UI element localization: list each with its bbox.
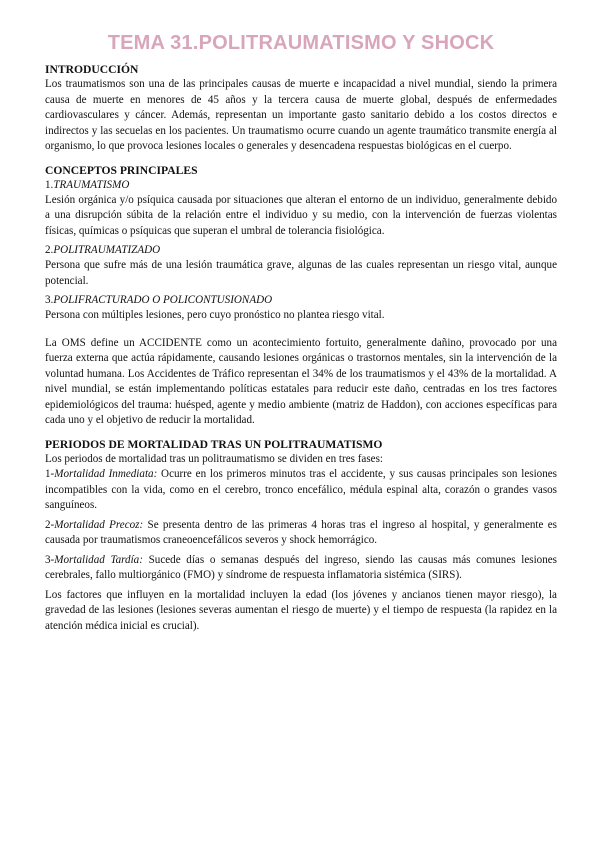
mortality-factors-paragraph: Los factores que influyen en la mortalidad incluyen la edad (los jóvenes y ancianos tienen mayor riesgo), la gravedad de las lesiones (lesiones severas aumentan el riesgo de muerte) y el tiempo de respuesta (la rapidez en la atención médica inicial es crucial). xyxy=(45,588,557,632)
concept-term-line xyxy=(45,293,557,308)
concept-item xyxy=(45,178,557,240)
phase-term: Mortalidad Precoz: xyxy=(54,518,144,531)
mortality-periods-section xyxy=(45,437,557,635)
concept-term: POLIFRACTURADO O POLICONTUSIONADO xyxy=(53,294,273,306)
mortality-periods-intro: Los periodos de mortalidad tras un politraumatismo se dividen en tres fases: xyxy=(45,452,383,465)
concept-item xyxy=(45,243,557,289)
mortality-phase-item xyxy=(45,518,557,549)
concept-term-line xyxy=(45,178,557,193)
concept-term: POLITRAUMATIZADO xyxy=(53,244,161,256)
concept-number: 3. xyxy=(45,294,54,306)
phase-number: 1- xyxy=(45,468,55,480)
phase-number: 3- xyxy=(45,553,55,566)
concept-definition: Persona que sufre más de una lesión traumática grave, algunas de las cuales representan un riesgo vital, aunque potencial. xyxy=(45,259,557,287)
concept-number: 2. xyxy=(45,244,54,256)
phase-term: Mortalidad Inmediata: xyxy=(54,468,158,480)
concepts-section xyxy=(45,163,557,429)
concept-term-line xyxy=(45,243,557,258)
phase-description: Sucede días o semanas después del ingreso, siendo las causas más comunes lesiones cerebrales, fallo multiorgánico (FMO) y síndrome de respuesta inflamatoria sistémica (SIRS). xyxy=(45,553,557,581)
oms-accident-paragraph: La OMS define un ACCIDENTE como un acontecimiento fortuito, generalmente dañino, provocado por una fuerza externa que actúa rápidamente, causando lesiones orgánicas o trastornos mentales, sin la intervención de la voluntad humana. Los Accidentes de Tráfico representan el 34% de los traumatismos y el 43% de la mortalidad. A nivel mundial, se están implementando políticas estatales para reducir este daño, centradas en los tres factores epidemiológicos del trauma: huésped, agente y medio ambiente (matriz de Haddon), con acciones específicas para cada uno y el objetivo de reducir la mortalidad. xyxy=(45,336,557,426)
mortality-phase-item xyxy=(45,467,557,514)
page-title: TEMA 31.POLITRAUMATISMO Y SHOCK xyxy=(107,32,495,54)
phase-description: Ocurre en los primeros minutos tras el accidente, y sus causas principales son lesiones incompatibles con la vida, como en el cerebro, tronco encefálico, médula espinal alta, corazón o grandes vasos sanguíneos. xyxy=(45,468,557,511)
introduction-heading: INTRODUCCIÓN xyxy=(45,63,139,76)
concept-item xyxy=(45,293,557,324)
concept-term: TRAUMATISMO xyxy=(53,178,130,191)
concept-definition: Persona con múltiples lesiones, pero cuyo pronóstico no plantea riesgo vital. xyxy=(45,309,385,321)
phase-description: Se presenta dentro de las primeras 4 horas tras el ingreso al hospital, y generalmente es causada por traumatismos craneoencefálicos severos y shock hemorrágico. xyxy=(45,518,558,546)
phase-number: 2- xyxy=(45,518,55,531)
mortality-phase-item xyxy=(45,553,557,584)
mortality-periods-heading: PERIODOS DE MORTALIDAD TRAS UN POLITRAUMATISMO xyxy=(45,437,383,451)
concept-definition: Lesión orgánica y/o psíquica causada por situaciones que alteran el entorno de un individuo, generalmente debido a una disrupción súbita de la relación entre el individuo y su medio, con la intervención de fuerzas violentas físicas, químicas o psíquicas que superan el umbral de tolerancia fisiológica. xyxy=(45,193,557,237)
introduction-paragraph: Los traumatismos son una de las principales causas de muerte e incapacidad a nivel mundial, siendo la primera causa de muerte en menores de 45 años y la tercera causa de muerte global, después de enfermedades cardiovasculares y cáncer. Además, representan un importante gasto sanitario debido a los costos directos e indirectos y las secuelas en los pacientes. Un traumatismo ocurre cuando un agente traumático transmite energía al organismo, lo que provoca lesiones locales o generales y desencadena respuestas biológicas en el cuerpo. xyxy=(45,78,557,152)
phase-term: Mortalidad Tardía: xyxy=(54,553,143,566)
introduction-section xyxy=(45,62,557,155)
concept-number: 1. xyxy=(45,178,54,191)
concepts-heading: CONCEPTOS PRINCIPALES xyxy=(45,163,198,177)
